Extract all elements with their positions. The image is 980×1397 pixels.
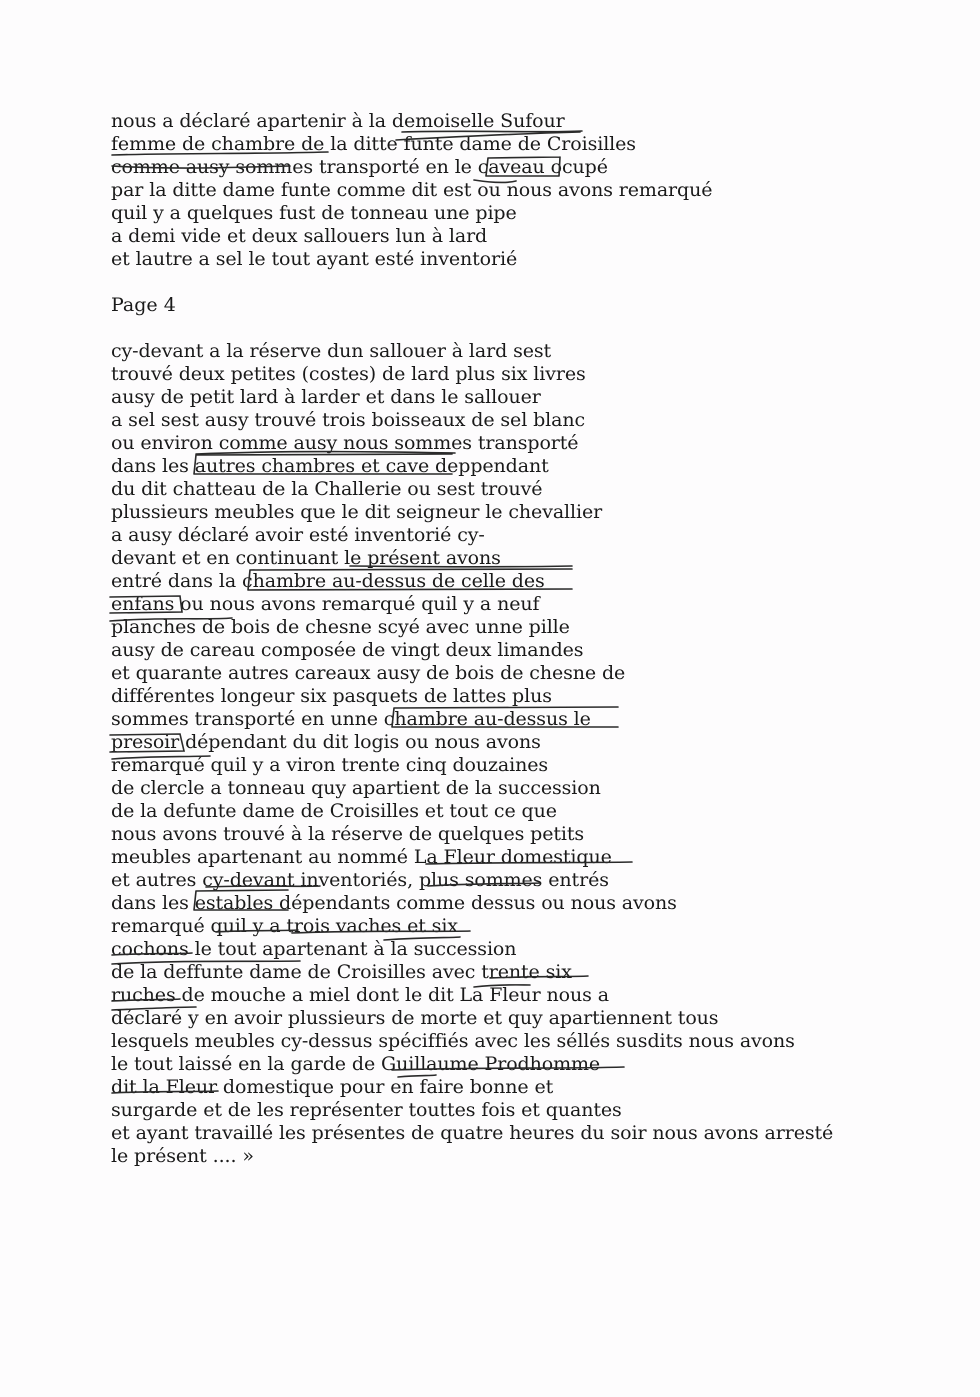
text-line: de clercle a tonneau quy apartient de la succession xyxy=(111,777,601,799)
text-line: sommes transporté en unne chambre au-dessus le xyxy=(111,708,591,730)
text-line: a sel sest ausy trouvé trois boisseaux de sel blanc xyxy=(111,409,586,431)
text-line: planches de bois de chesne scyé avec unne pille xyxy=(111,616,570,638)
text-line: le présent .... » xyxy=(111,1145,254,1167)
text-line: entré dans la chambre au-dessus de celle des xyxy=(111,570,545,592)
text-line: comme ausy sommes transporté en le caveau ocupé xyxy=(111,156,608,178)
text-line: plussieurs meubles que le dit seigneur le chevallier xyxy=(111,501,603,523)
text-line: trouvé deux petites (costes) de lard plus six livres xyxy=(111,363,586,385)
text-line: meubles apartenant au nommé La Fleur domestique xyxy=(111,846,612,868)
text-line: de la deffunte dame de Croisilles avec trente six xyxy=(111,961,572,983)
text-line: ausy de careau composée de vingt deux limandes xyxy=(111,639,584,661)
text-line: femme de chambre de la ditte funte dame de Croisilles xyxy=(111,133,636,155)
text-line: et quarante autres careaux ausy de bois de chesne de xyxy=(111,662,626,684)
text-line: dans les estables dépendants comme dessus ou nous avons xyxy=(111,892,677,914)
text-line: surgarde et de les représenter touttes fois et quantes xyxy=(111,1099,622,1121)
text-line: nous a déclaré apartenir à la demoiselle Sufour xyxy=(111,110,565,132)
text-line: remarqué quil y a viron trente cinq douzaines xyxy=(111,754,549,776)
text-line: quil y a quelques fust de tonneau une pipe xyxy=(111,202,517,224)
page-number-label-container xyxy=(111,294,176,317)
text-line: et lautre a sel le tout ayant esté inventorié xyxy=(111,248,518,270)
text-line: le tout laissé en la garde de Guillaume Prodhomme xyxy=(111,1053,601,1075)
text-line: nous avons trouvé à la réserve de quelques petits xyxy=(111,823,585,845)
text-line: dit la Fleur domestique pour en faire bonne et xyxy=(111,1076,554,1098)
text-line: déclaré y en avoir plussieurs de morte et quy apartiennent tous xyxy=(111,1007,719,1029)
text-line: du dit chatteau de la Challerie ou sest trouvé xyxy=(111,478,543,500)
text-line: dans les autres chambres et cave deppendant xyxy=(111,455,549,477)
text-line: différentes longeur six pasquets de lattes plus xyxy=(111,685,552,707)
text-line: cy-devant a la réserve dun sallouer à lard sest xyxy=(111,340,552,362)
text-line: ou environ comme ausy nous sommes transporté xyxy=(111,432,579,454)
text-line: par la ditte dame funte comme dit est ou nous avons remarqué xyxy=(111,179,713,201)
text-line: a demi vide et deux sallouers lun à lard xyxy=(111,225,488,247)
text-line: lesquels meubles cy-dessus spéciffiés avec les séllés susdits nous avons xyxy=(111,1030,795,1052)
text-line: de la defunte dame de Croisilles et tout ce que xyxy=(111,800,557,822)
text-line: ruches de mouche a miel dont le dit La Fleur nous a xyxy=(111,984,609,1006)
text-line: a ausy déclaré avoir esté inventorié cy- xyxy=(111,524,485,546)
text-line: remarqué quil y a trois vaches et six xyxy=(111,915,458,937)
text-line: et autres cy-devant inventoriés, plus sommes entrés xyxy=(111,869,609,891)
text-line: presoir dépendant du dit logis ou nous avons xyxy=(111,731,541,753)
text-line: cochons le tout apartenant à la succession xyxy=(111,938,517,960)
text-line: et ayant travaillé les présentes de quatre heures du soir nous avons arresté xyxy=(111,1122,834,1144)
text-line: devant et en continuant le présent avons xyxy=(111,547,501,569)
page-number-label: Page 4 xyxy=(111,294,176,316)
text-line: ausy de petit lard à larder et dans le sallouer xyxy=(111,386,541,408)
paragraph-1 xyxy=(111,110,712,271)
text-line: enfans ou nous avons remarqué quil y a neuf xyxy=(111,593,540,615)
paragraph-2 xyxy=(111,340,833,1168)
